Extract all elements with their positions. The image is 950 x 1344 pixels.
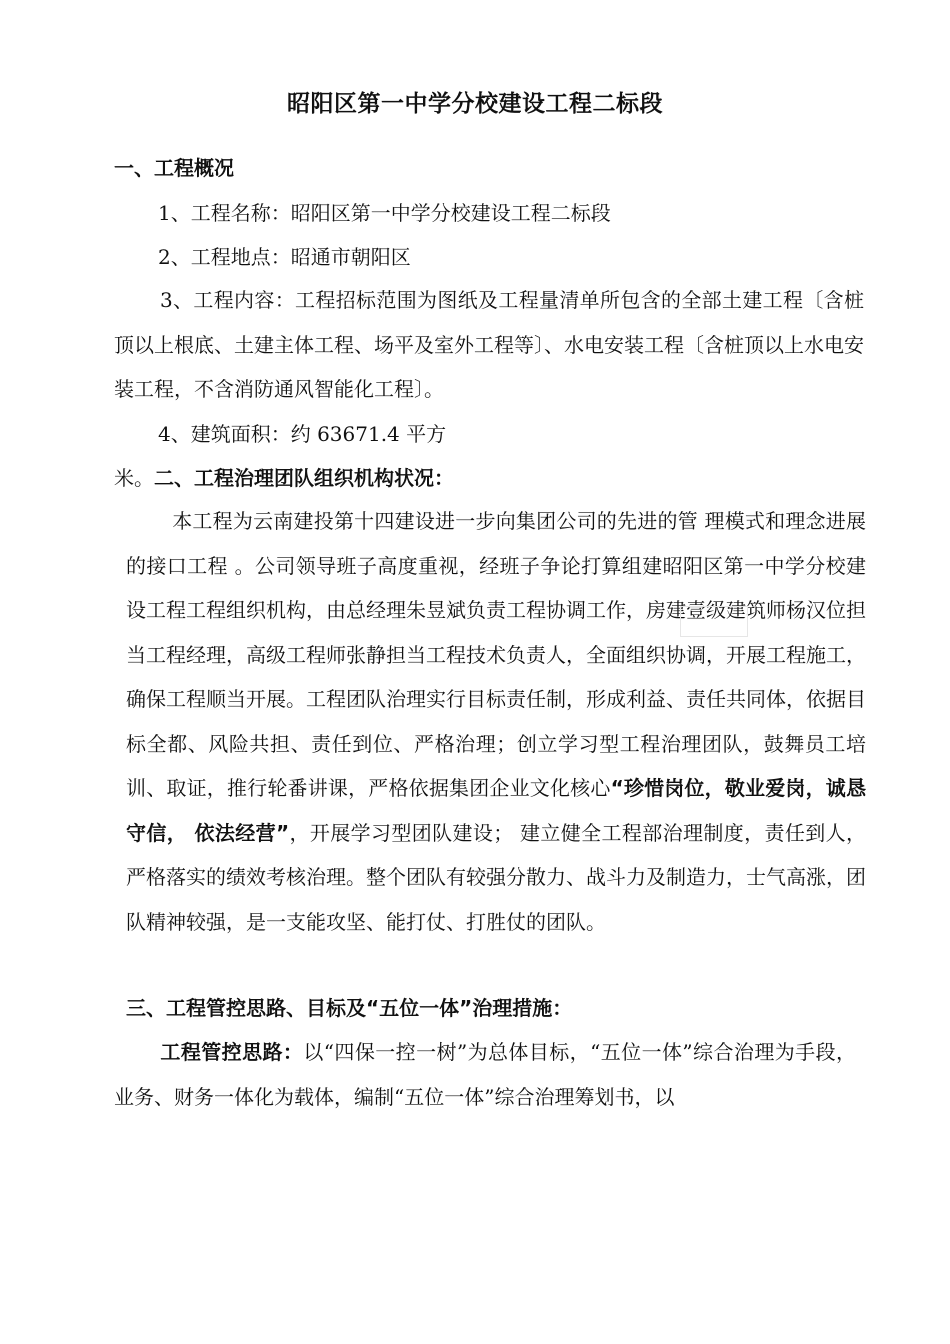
management-approach-label: 工程管控思路： [160,1040,304,1064]
project-name-item: 1、工程名称：昭阳区第一中学分校建设工程二标段 [158,201,611,225]
document-title: 昭阳区第一中学分校建设工程二标段 [287,91,663,117]
section-1-heading: 一、工程概况 [114,156,234,180]
building-area-item: 4、建筑面积：约 63671.4 平方 [158,422,447,446]
management-approach-text: 以“四保一控一树”为总体目标，“五位一体”综合治理为手段，业务、财务一体化为载体，编制“五位一体”综合治理筹划书，以 [114,1040,856,1109]
area-unit-continuation: 米。 [114,466,154,490]
faint-artifact-box [680,606,748,637]
section-3-heading: 三、工程管控思路、目标及“五位一体”治理措施： [126,996,573,1020]
project-content-item [114,278,864,412]
team-paragraph-text-1: 本工程为云南建投第十四建设进一步向集团公司的先进的管 理模式和理念进展的接口工程 。公司领导班子高度重视，经班子争论打算组建昭阳区第一中学分校建设工程工程组织机构，由总经理朱昱斌负责工程协调工作，房建壹级建筑师杨汉位担当工程经理，高级工程师张静担当工程技术负责人，全面组织协调，开展工程施工，确保工程顺当开展。工程团队治理实行目标责任制，形成利益、责任共同体，依据目标全都、风险共担、责任到位、严格治理；创立学习型工程治理团队，鼓舞员工培训、取证，推行轮番讲课，严格依据集团企业文化核心 [126,509,866,800]
section-2-heading-line [114,463,454,493]
section-2-heading: 二、工程治理团队组织机构状况： [154,466,454,490]
project-content-text: 3、工程内容：工程招标范围为图纸及工程量清单所包含的全部土建工程〔含桩顶以上根底、土建主体工程、场平及室外工程等〕、水电安装工程〔含桩顶以上水电安装工程，不含消防通风智能化工程〕。 [114,288,864,401]
team-organization-paragraph [126,499,866,944]
management-approach-paragraph [114,1030,856,1119]
team-paragraph-text-2: ，开展学习型团队建设； 建立健全工程部治理制度，责任到人，严格落实的绩效考核治理。整个团队有较强分散力、战斗力及制造力，士气高涨，团队精神较强，是一支能攻坚、能打仗、打胜仗的团队。 [126,820,867,934]
corporate-culture-motto: “珍惜岗位，敬业爱岗，诚恳守信， 依法经营” [126,776,866,845]
project-location-item: 2、工程地点：昭通市朝阳区 [158,245,411,269]
